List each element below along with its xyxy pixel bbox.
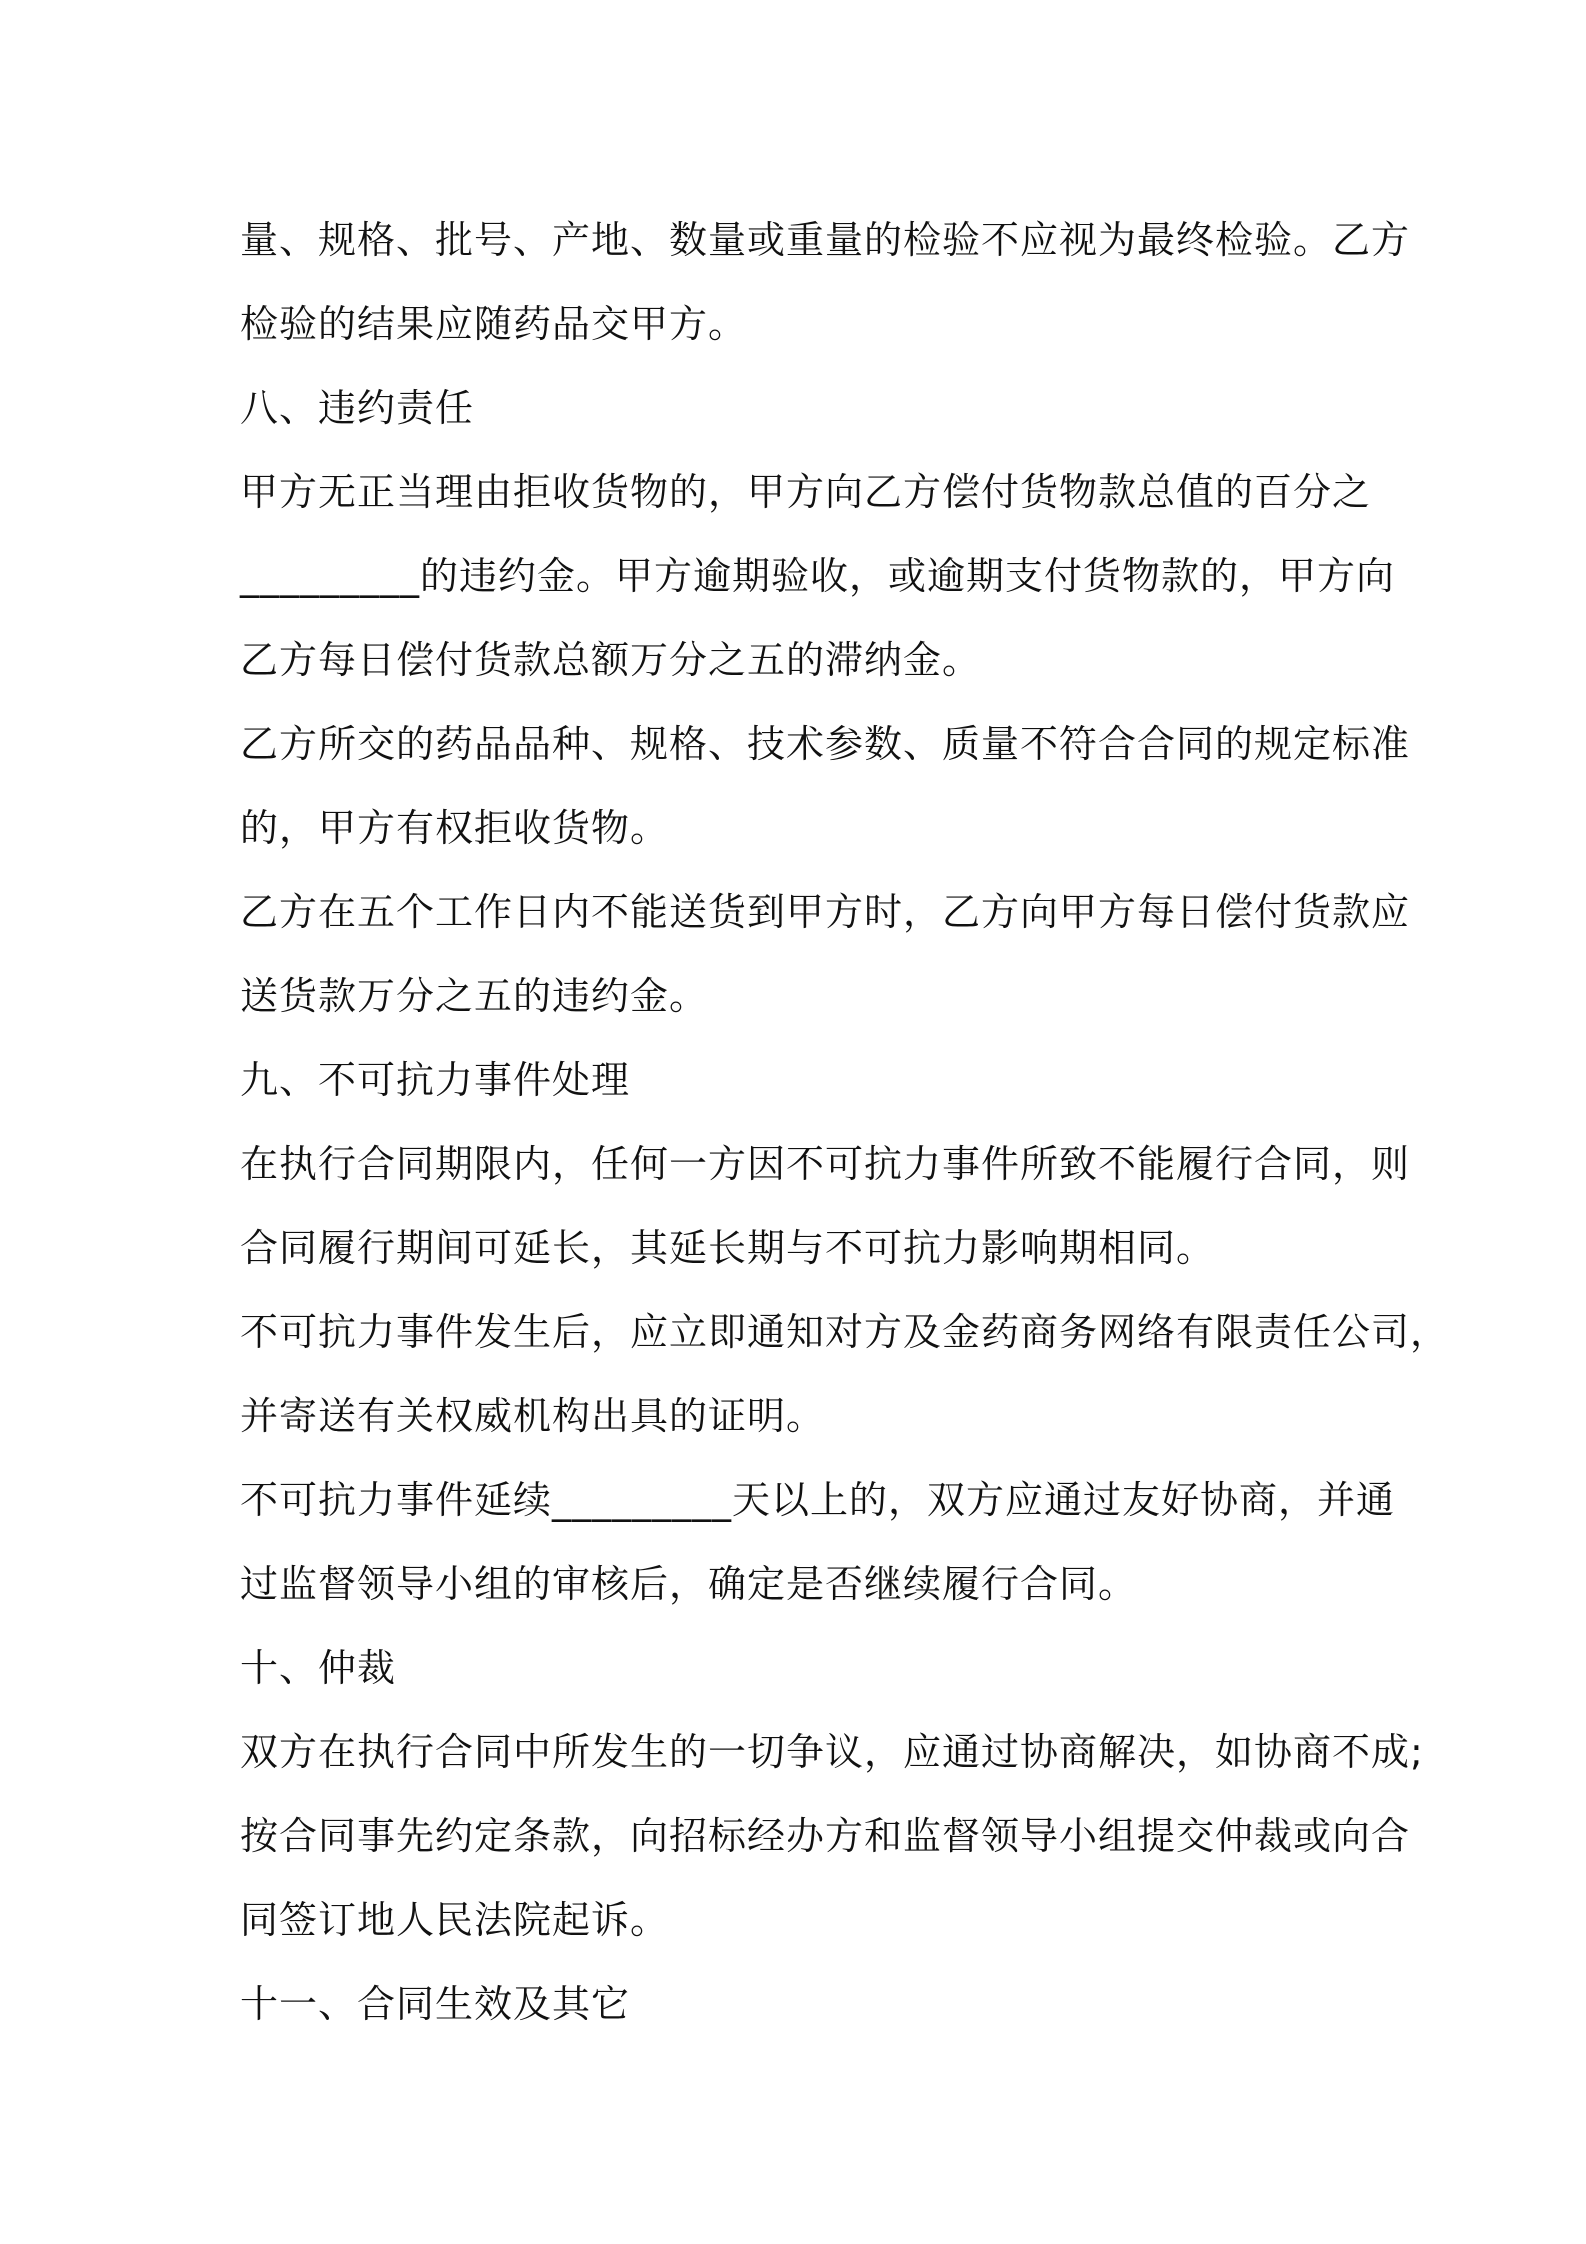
body-text-line: 过监督领导小组的审核后，确定是否继续履行合同。	[240, 1562, 1138, 1606]
body-text-line: 乙方每日偿付货款总额万分之五的滞纳金。	[240, 638, 982, 682]
section-heading: 九、不可抗力事件处理	[240, 1058, 631, 1102]
body-text-line: 在执行合同期限内，任何一方因不可抗力事件所致不能履行合同，则	[240, 1142, 1411, 1186]
body-text-line: 同签订地人民法院起诉。	[240, 1898, 670, 1942]
body-text-line: 乙方在五个工作日内不能送货到甲方时，乙方向甲方每日偿付货款应	[240, 890, 1411, 934]
body-text-line: 乙方所交的药品品种、规格、技术参数、质量不符合合同的规定标准	[240, 722, 1411, 766]
body-text-line: 不可抗力事件延续_________天以上的，双方应通过友好协商，并通	[240, 1478, 1396, 1522]
section-heading: 十、仲裁	[240, 1646, 397, 1690]
section-heading: 八、违约责任	[240, 386, 475, 430]
body-text-line: 量、规格、批号、产地、数量或重量的检验不应视为最终检验。乙方	[240, 218, 1411, 262]
body-text-line: 检验的结果应随药品交甲方。	[240, 302, 748, 346]
body-text-line: 送货款万分之五的违约金。	[240, 974, 709, 1018]
section-heading: 十一、合同生效及其它	[240, 1982, 631, 2026]
document-body	[240, 198, 1450, 2046]
body-text-line: 按合同事先约定条款，向招标经办方和监督领导小组提交仲裁或向合	[240, 1814, 1411, 1858]
body-text-line: 的，甲方有权拒收货物。	[240, 806, 670, 850]
body-text-line: 甲方无正当理由拒收货物的，甲方向乙方偿付货物款总值的百分之	[240, 470, 1372, 514]
body-text-line: 双方在执行合同中所发生的一切争议，应通过协商解决，如协商不成;	[240, 1730, 1424, 1774]
body-text-line: 不可抗力事件发生后，应立即通知对方及金药商务网络有限责任公司，	[240, 1310, 1450, 1354]
body-text-line: _________的违约金。甲方逾期验收，或逾期支付货物款的，甲方向	[240, 554, 1396, 598]
body-text-line: 合同履行期间可延长，其延长期与不可抗力影响期相同。	[240, 1226, 1216, 1270]
body-text-line: 并寄送有关权威机构出具的证明。	[240, 1394, 826, 1438]
